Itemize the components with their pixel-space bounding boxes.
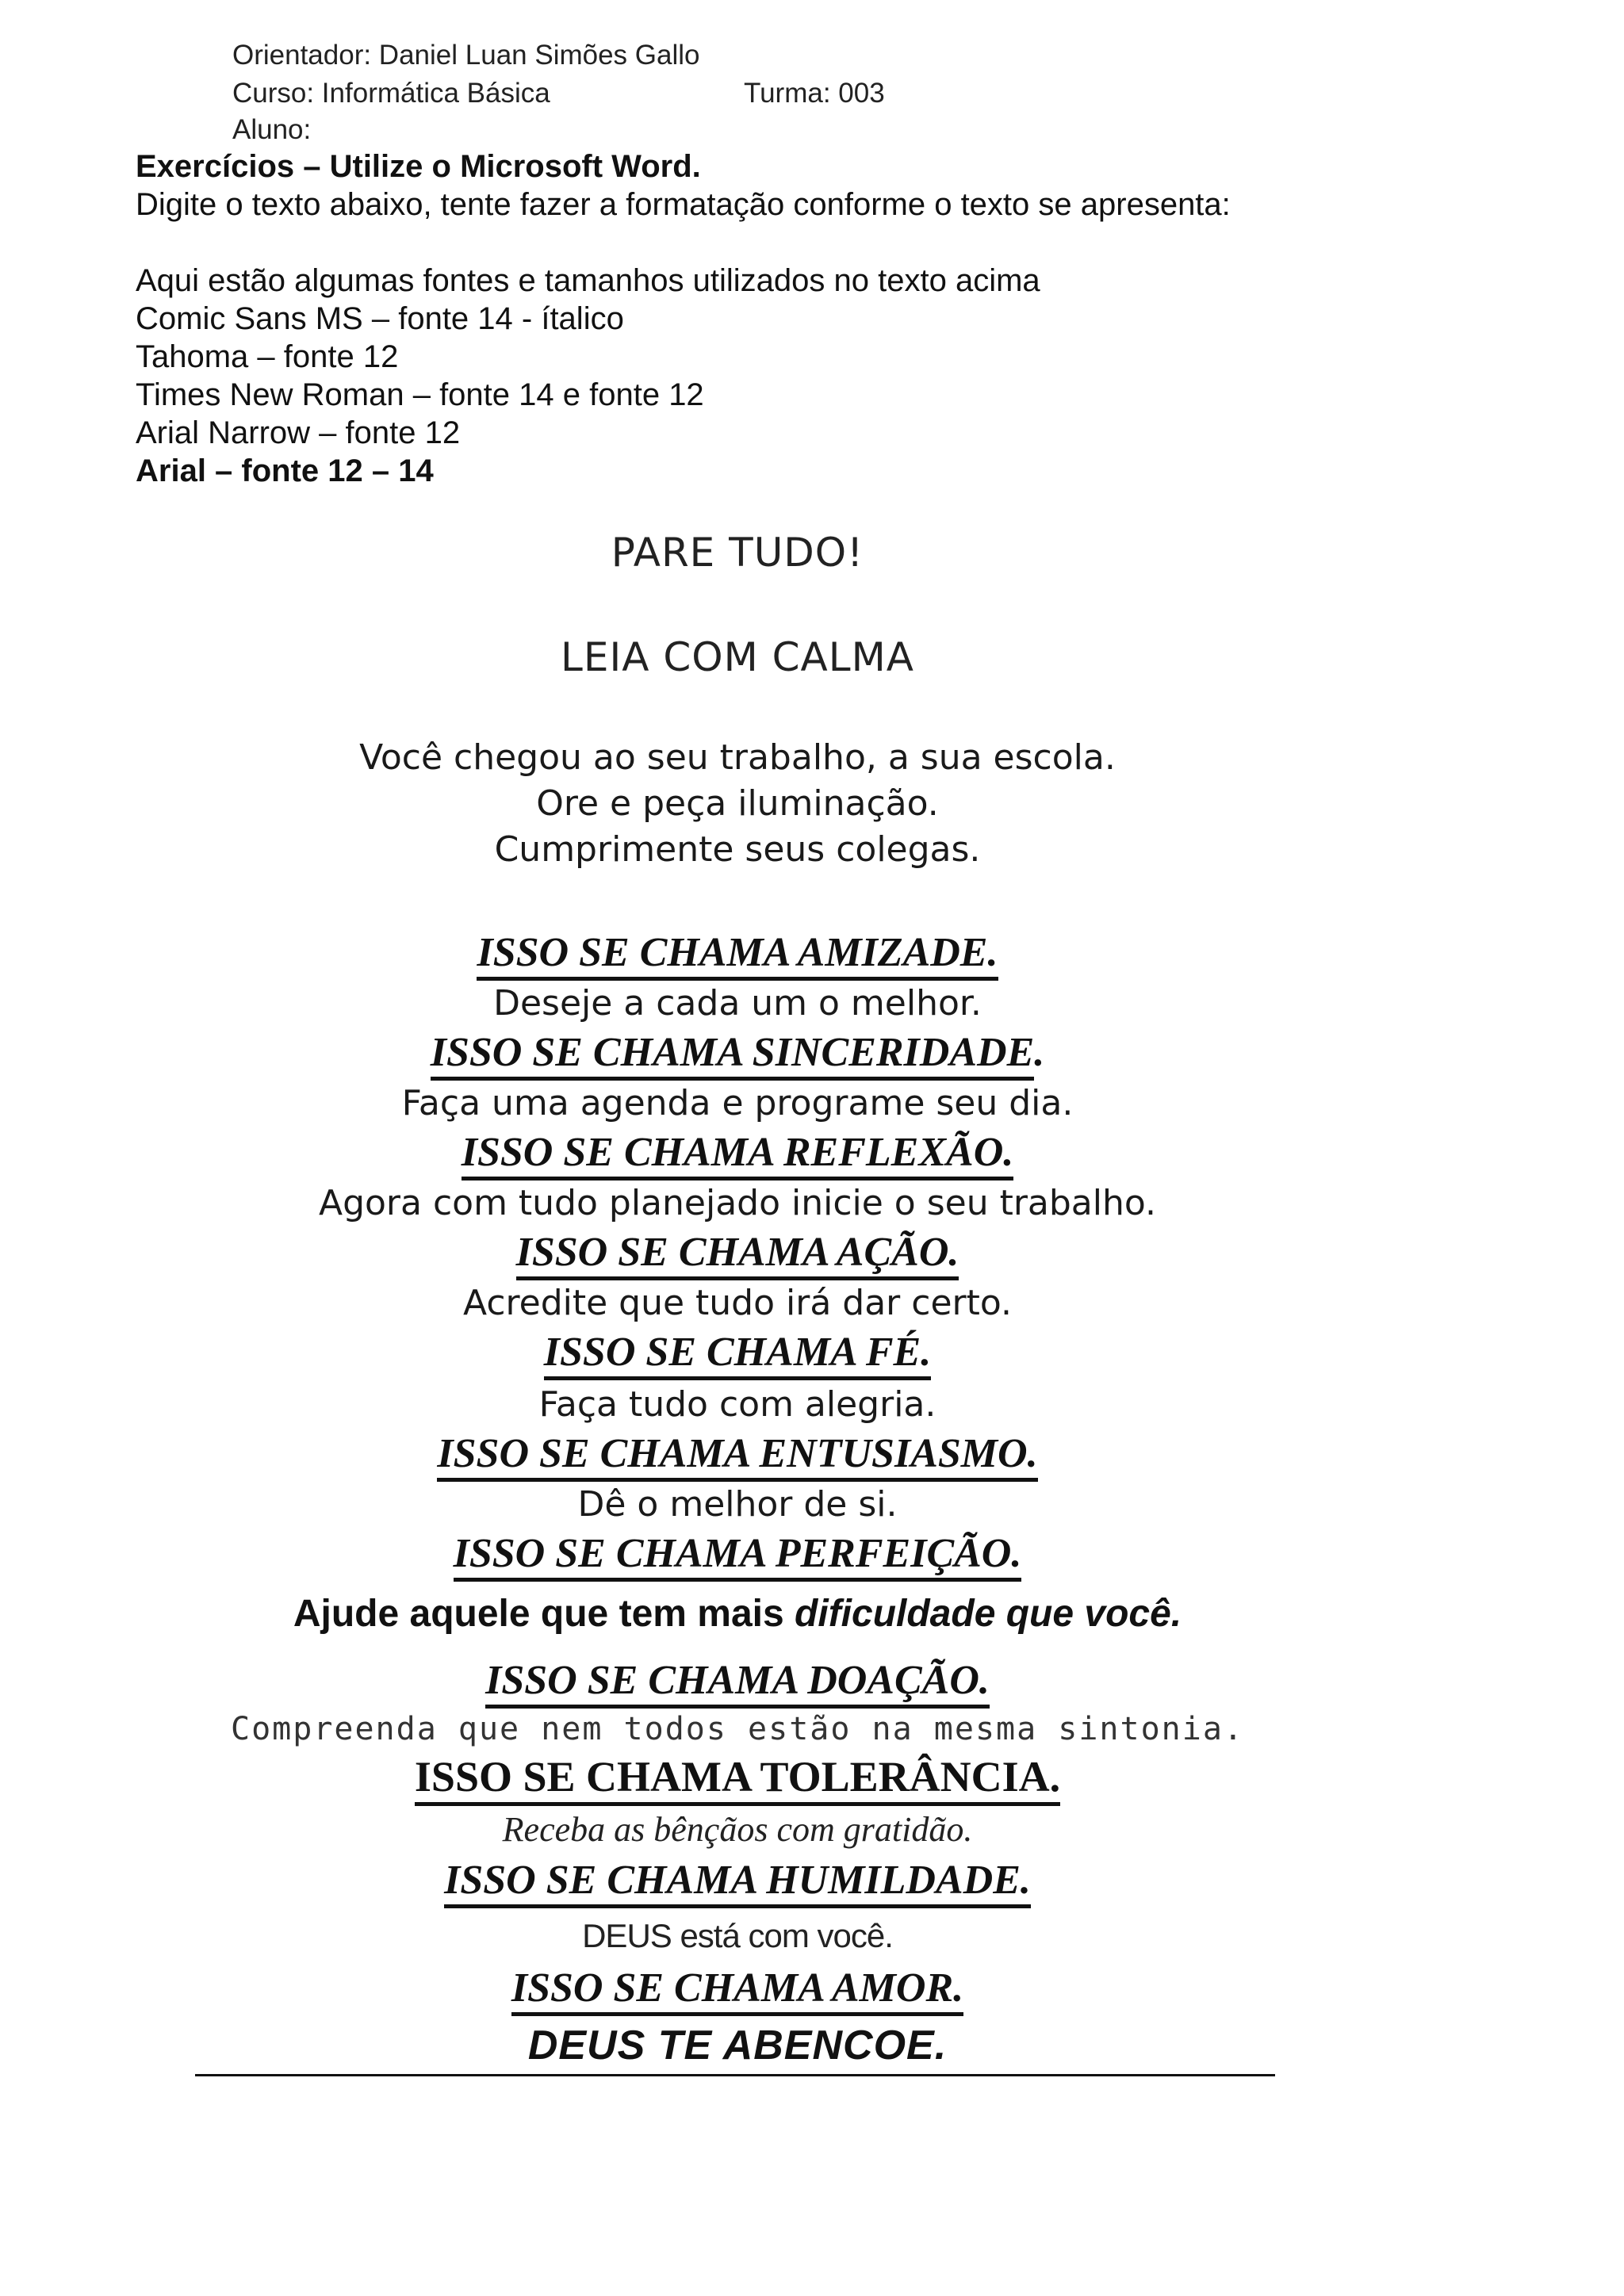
- poem-isso-entusiasmo: ISSO SE CHAMA ENTUSIASMO.: [182, 1430, 1293, 1477]
- poem-isso-doacao: ISSO SE CHAMA DOAÇÃO.: [182, 1657, 1293, 1704]
- bottom-rule: [195, 2074, 1275, 2076]
- poem-isso-tolerancia: ISSO SE CHAMA TOLERÂNCIA.: [182, 1752, 1293, 1801]
- poem-line: Dê o melhor de si.: [577, 1484, 898, 1525]
- fonts-intro: Aqui estão algumas fontes e tamanhos utilizados no texto acima: [136, 263, 1040, 298]
- exercise-instruction: Digite o texto abaixo, tente fazer a formatação conforme o texto se apresenta:: [136, 187, 1231, 222]
- poem-isso-amizade: ISSO SE CHAMA AMIZADE.: [182, 929, 1293, 976]
- poem-line: Faça uma agenda e programe seu dia.: [401, 1083, 1074, 1123]
- poem-line: Você chegou ao seu trabalho, a sua escola.: [359, 737, 1116, 778]
- poem-line: Acredite que tudo irá dar certo.: [463, 1283, 1012, 1323]
- poem-line-ajude: Ajude aquele que tem mais dificuldade que você.: [293, 1593, 1182, 1635]
- poem-isso-fe: ISSO SE CHAMA FÉ.: [182, 1329, 1293, 1376]
- poem-line: Cumprimente seus colegas.: [494, 829, 981, 870]
- poem-line-compreenda: Compreenda que nem todos estão na mesma sintonia.: [230, 1711, 1245, 1747]
- turma-line: Turma: 003: [744, 78, 885, 109]
- poem-isso-perfeicao: ISSO SE CHAMA PERFEIÇÃO.: [182, 1530, 1293, 1577]
- font-list-item: Arial Narrow – fonte 12: [136, 415, 461, 450]
- exercise-heading: Exercícios – Utilize o Microsoft Word.: [136, 149, 701, 184]
- poem-line: Agora com tudo planejado inicie o seu trabalho.: [318, 1183, 1157, 1223]
- font-list-item-bold: Arial – fonte 12 – 14: [136, 453, 434, 488]
- poem-title-pare: PARE TUDO!: [611, 530, 864, 576]
- poem-isso-reflexao: ISSO SE CHAMA REFLEXÃO.: [182, 1129, 1293, 1176]
- poem-title-leia: LEIA COM CALMA: [561, 634, 914, 680]
- orientador-line: Orientador: Daniel Luan Simões Gallo: [232, 40, 700, 71]
- poem-isso-humildade: ISSO SE CHAMA HUMILDADE.: [182, 1857, 1293, 1904]
- font-list-item: Tahoma – fonte 12: [136, 339, 399, 374]
- poem-line: Ore e peça iluminação.: [536, 783, 939, 824]
- poem-closing: DEUS TE ABENCOE.: [527, 2022, 948, 2068]
- aluno-line: Aluno:: [232, 114, 312, 145]
- poem-line-receba: Receba as bênçãos com gratidão.: [502, 1810, 973, 1849]
- poem-isso-amor: ISSO SE CHAMA AMOR.: [182, 1965, 1293, 2011]
- poem-isso-sinceridade: ISSO SE CHAMA SINCERIDADE.: [182, 1029, 1293, 1076]
- poem-isso-acao: ISSO SE CHAMA AÇÃO.: [182, 1229, 1293, 1276]
- font-list-item: Times New Roman – fonte 14 e fonte 12: [136, 377, 704, 412]
- poem-line: Deseje a cada um o melhor.: [493, 983, 982, 1024]
- curso-line: Curso: Informática Básica: [232, 78, 550, 109]
- poem-line: Faça tudo com alegria.: [538, 1384, 936, 1425]
- poem-line-deus: DEUS está com você.: [582, 1917, 893, 1954]
- font-list-item: Comic Sans MS – fonte 14 - ítalico: [136, 301, 624, 336]
